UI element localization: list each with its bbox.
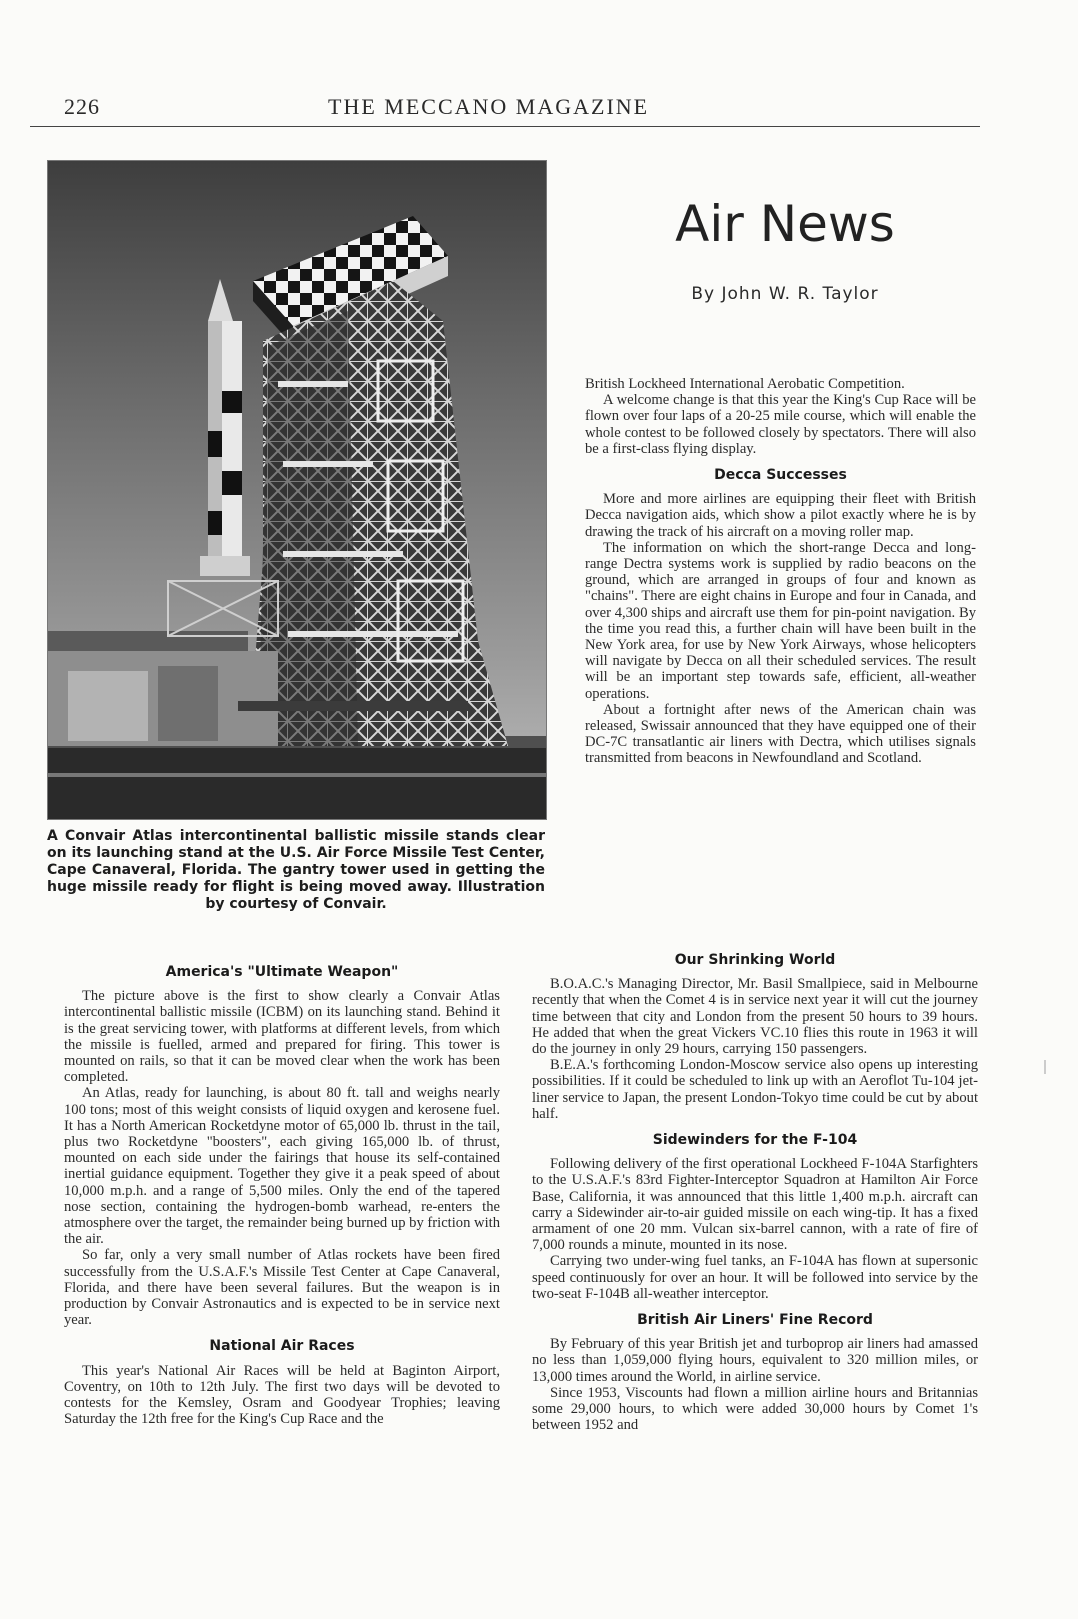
margin-mark	[1044, 1060, 1046, 1074]
section-heading: National Air Races	[209, 1338, 355, 1355]
left-column	[64, 954, 500, 1427]
paragraph: By February of this year British jet and turboprop air liners had amassed no less than 1,059,000 flying hours, equivalent to 320 million miles, or 13,000 times around the World, in airline service.	[532, 1336, 978, 1385]
article-title: Air News	[675, 195, 895, 253]
header-rule	[30, 126, 980, 127]
paragraph: So far, only a very small number of Atlas rockets have been fired successfully from the U.S.A.F.'s Missile Test Center at Cape Canaveral, Florida, and there have been several failures. But the weapon is in production by Convair Astronautics and is expected to be in service next year.	[64, 1247, 500, 1329]
paragraph: B.E.A.'s forthcoming London-Moscow service also opens up interesting possibilities. If it could be scheduled to link up with an Aeroflot Tu-104 jet-liner service to Japan, the present London-Tokyo time could be cut by about half.	[532, 1057, 978, 1122]
section-heading: Our Shrinking World	[674, 952, 836, 968]
paragraph: British Lockheed International Aerobatic Competition.	[585, 376, 905, 392]
paragraph: A welcome change is that this year the King's Cup Race will be flown over four laps of a 20-25 mile course, which will enable the whole contest to be followed closely by spectators. There will also be a first-class flying display.	[585, 392, 976, 457]
paragraph: Following delivery of the first operational Lockheed F-104A Starfighters to the U.S.A.F.'s 83rd Fighter-Interceptor Squadron at Hamilton Air Force Base, California, it was announced that this little 1,400 m.p.h. aircraft can carry a Sidewinder air-to-air guided missile on each wing-tip. It has a fixed armament of one 20 mm. Vulcan six-barrel cannon, with a rate of fire of 7,000 rounds a minute, mounted in its nose.	[532, 1156, 978, 1254]
section-heading: America's "Ultimate Weapon"	[165, 964, 399, 980]
paragraph: This year's National Air Races will be held at Baginton Airport, Coventry, on 10th to 12th July. The first two days will be devoted to contests for the Kemsley, Osram and Goodyear Trophies; leaving Saturday the 12th free for the King's Cup Race and the	[64, 1362, 500, 1428]
magazine-title: THE MECCANO MAGAZINE	[328, 94, 650, 119]
paragraph: About a fortnight after news of the American chain was released, Swissair announced that they have equipped one of their DC-7C transatlantic air liners with Dectra, which utilises signals transmitted from beacons in Newfoundland and Scotland.	[585, 701, 976, 767]
section-heading: British Air Liners' Fine Record	[637, 1312, 873, 1329]
paragraph: Since 1953, Viscounts had flown a million airline hours and Britannias some 29,000 hours, to which were added 30,000 hours by Comet 1's between 1952 and	[532, 1384, 978, 1434]
right-column-bottom	[532, 942, 978, 1433]
photo-caption: A Convair Atlas intercontinental ballistic missile stands clear on its launching stand at the U.S. Air Force Missile Test Center, Cape Canaveral, Florida. The gantry tower used in getting the huge missile ready for flight is being moved away. Illustration by courtesy of Convair.	[47, 828, 545, 912]
paragraph: Carrying two under-wing fuel tanks, an F-104A has flown at supersonic speed continuously for over an hour. It will be followed into service by the two-seat F-104B all-weather interceptor.	[532, 1253, 978, 1302]
paragraph: The information on which the short-range Decca and long-range Dectra systems work is supplied by radio beacons on the ground, which are arranged in groups of four and known as "chains". There are eight chains in Europe and four in Canada, and over 4,300 ships and aircraft use them for pin-point navigation. By the time you read this, a further chain will have been built in the New York area, for use by New York Airways, whose helicopters will navigate by Decca on all their scheduled services. The result will be an important step towards safe, efficient, all-weather operations.	[585, 539, 976, 702]
article-byline: By John W. R. Taylor	[691, 284, 879, 304]
page-number: 226	[64, 94, 100, 119]
section-heading: Decca Successes	[714, 467, 847, 484]
page-header	[58, 88, 978, 128]
paragraph: The picture above is the first to show clearly a Convair Atlas intercontinental ballistic missile (ICBM) on its launching stand. Behind it is the great servicing tower, with platforms at different levels, from which the missile is fuelled, armed and prepared for firing. This tower is mounted on rails, so that it can be moved clear when the work has been completed.	[64, 988, 500, 1086]
section-heading: Sidewinders for the F-104	[652, 1132, 858, 1149]
paragraph: B.O.A.C.'s Managing Director, Mr. Basil Smallpiece, said in Melbourne recently that when the Comet 4 is in service next year it will cut the journey time between that city and London from the present 50 hours to 39 hours. He added that when the great Vickers VC.10 flies this route in 1963 it will do the journey in only 29 hours, carrying 150 passengers.	[532, 976, 978, 1058]
rocket-photo-icon	[47, 160, 547, 820]
paragraph: More and more airlines are equipping their fleet with British Decca navigation aids, which show a pilot exactly where he is by drawing the track of his aircraft on a moving roller map.	[585, 491, 976, 540]
paragraph: An Atlas, ready for launching, is about 80 ft. tall and weighs nearly 100 tons; most of this weight consists of liquid oxygen and kerosene fuel. It has a North American Rocketdyne motor of 65,000 lb. thrust in the tail, plus two Rocketdyne "boosters", each giving 165,000 lb. of thrust, mounted on each side under the fairings that house its self-contained inertial guidance equipment. Together they give it a peak speed of about 10,000 m.p.h. and a range of 5,500 miles. Only the end of the tapered nose section, containing the hydrogen-bomb warhead, re-enters the atmosphere over the target, the remainder being burned up by friction with the air.	[64, 1085, 500, 1248]
right-column-top	[585, 376, 976, 767]
